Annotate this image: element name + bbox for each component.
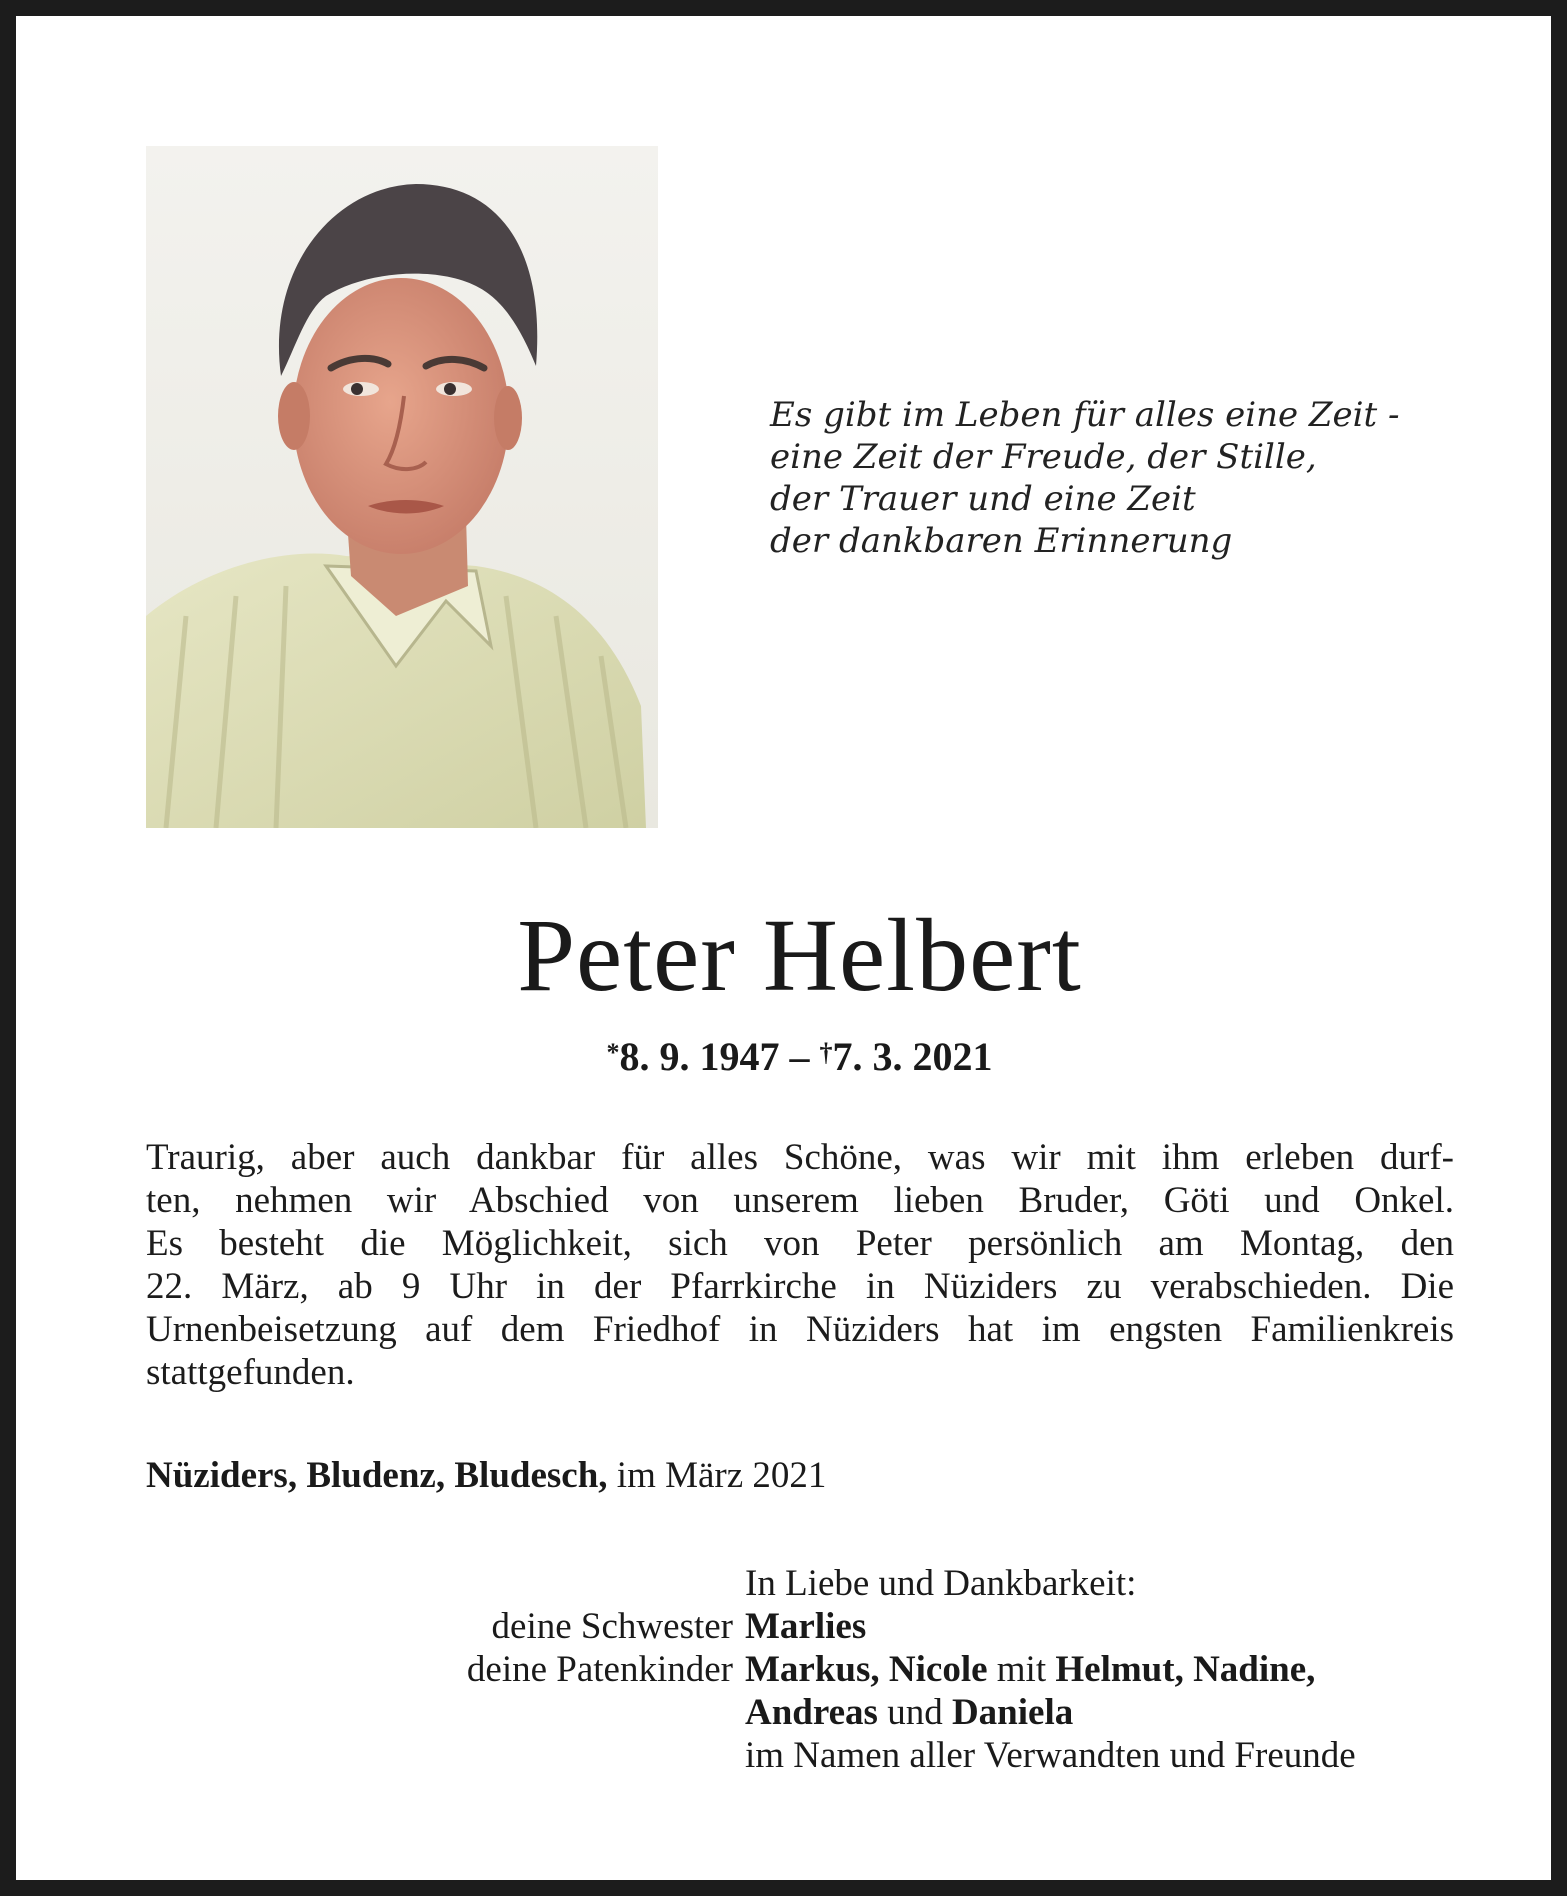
quote-line: eine Zeit der Freude, der Stille, <box>770 437 1317 477</box>
announcement-line: ten, nehmen wir Abschied von unserem lieben Bruder, Göti und Onkel. <box>146 1180 1454 1221</box>
date-separator: – <box>779 1034 820 1079</box>
quote-line: der Trauer und eine Zeit <box>770 479 1196 519</box>
mourners-signoff <box>16 1562 1567 1777</box>
announcement-text <box>146 1136 1454 1394</box>
quote-line: der dankbaren Erinnerung <box>770 521 1233 561</box>
godchildren-names-a: Markus, Nicole <box>745 1649 988 1690</box>
announcement-line: 22. März, ab 9 Uhr in der Pfarrkirche in Nüziders zu verabschieden. Die <box>146 1266 1454 1307</box>
portrait-illustration <box>146 146 658 828</box>
godchildren-names-b: Helmut, Nadine, <box>1055 1649 1316 1690</box>
place-towns: Nüziders, Bludenz, Bludesch, <box>146 1455 608 1496</box>
announcement-line: Traurig, aber auch dankbar für alles Schöne, was wir mit ihm erleben durf- <box>146 1137 1454 1178</box>
godchildren-names-d: Daniela <box>951 1692 1074 1733</box>
death-cross-symbol: † <box>819 1038 833 1067</box>
birth-star-symbol: * <box>606 1038 620 1067</box>
place-and-date <box>146 1454 826 1497</box>
conjunction-und: und <box>877 1692 952 1733</box>
announcement-line: stattgefunden. <box>146 1352 355 1393</box>
sister-label: deine Schwester <box>491 1606 733 1647</box>
memorial-quote <box>770 394 1400 562</box>
death-date: 7. 3. 2021 <box>832 1034 993 1079</box>
sister-name: Marlies <box>745 1606 867 1647</box>
godchildren-label: deine Patenkinder <box>466 1649 733 1690</box>
life-dates <box>16 1034 1567 1080</box>
portrait-photo <box>146 146 658 828</box>
announcement-line: Urnenbeisetzung auf dem Friedhof in Nüziders hat im engsten Familienkreis <box>146 1309 1454 1350</box>
conjunction-mit: mit <box>987 1649 1056 1690</box>
godchildren-names-c: Andreas <box>745 1692 878 1733</box>
announcement-line: Es besteht die Möglichkeit, sich von Peter persönlich am Montag, den <box>146 1223 1454 1264</box>
signoff-closing: im Namen aller Verwandten und Freunde <box>745 1735 1356 1776</box>
place-date: im März 2021 <box>607 1455 827 1496</box>
quote-line: Es gibt im Leben für alles eine Zeit - <box>770 395 1400 435</box>
signoff-heading: In Liebe und Dankbarkeit: <box>745 1563 1137 1604</box>
birth-date: 8. 9. 1947 <box>619 1034 780 1079</box>
deceased-name: Peter Helbert <box>517 898 1082 1013</box>
